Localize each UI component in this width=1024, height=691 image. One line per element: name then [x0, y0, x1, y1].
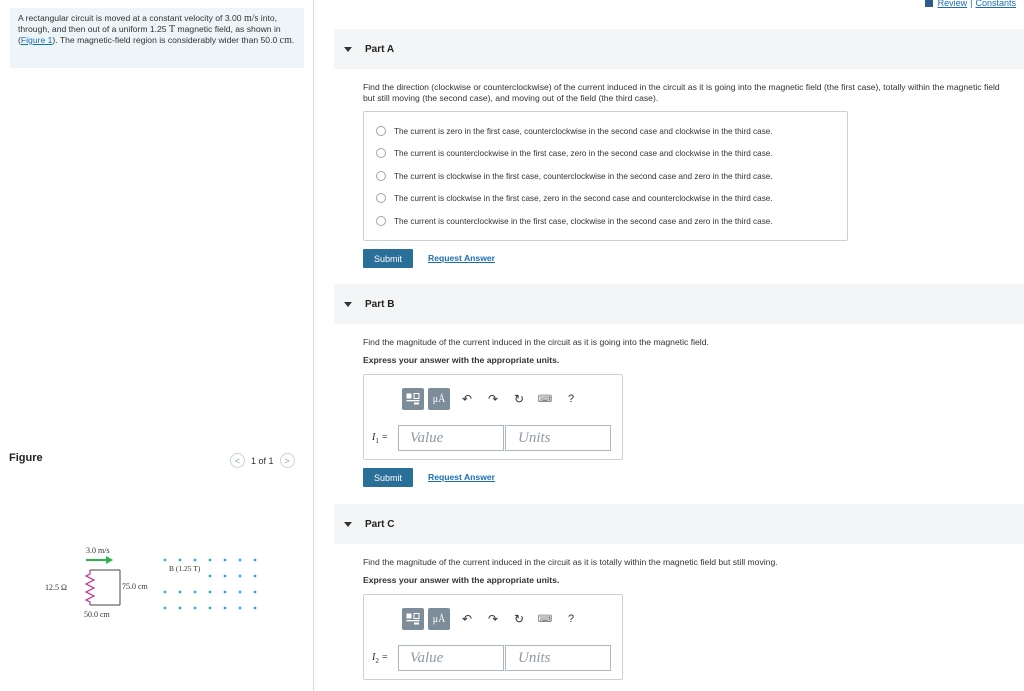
width-label: 50.0 cm: [84, 610, 110, 619]
part-a-submit-button[interactable]: Submit: [363, 249, 413, 268]
undo-icon[interactable]: ↶: [461, 612, 473, 626]
part-a-title: Part A: [365, 43, 395, 55]
keyboard-icon[interactable]: ⌨: [537, 393, 553, 405]
field-dot: [239, 591, 242, 594]
resistance-label: 12.5 Ω: [45, 583, 67, 592]
i1-value-input[interactable]: Value: [398, 425, 504, 451]
field-dot: [164, 559, 167, 562]
i1-label: $I_1$ =: [372, 432, 389, 445]
part-b-instruction: Express your answer with the appropriate units.: [363, 355, 560, 365]
field-dot: [254, 575, 257, 578]
review-icon: [925, 0, 933, 7]
field-dot: [239, 607, 242, 610]
radio-button[interactable]: [376, 193, 386, 203]
problem-text: into, through, and then out of a uniform 1.25: [18, 13, 278, 34]
field-label: B (1.25 T): [169, 564, 201, 573]
choice-option[interactable]: [376, 148, 773, 158]
radio-button[interactable]: [376, 171, 386, 181]
field-dot: [194, 591, 197, 594]
choice-label: The current is clockwise in the first case, counterclockwise in the second case and zero in the third case.: [394, 171, 773, 181]
problem-text: A rectangular circuit is moved at a constant velocity of 3.00: [18, 13, 244, 23]
template-button[interactable]: [402, 608, 424, 630]
choice-label: The current is counterclockwise in the first case, clockwise in the second case and zero in the third case.: [394, 216, 773, 226]
choice-option[interactable]: [376, 216, 773, 226]
field-dot: [194, 559, 197, 562]
keyboard-icon[interactable]: ⌨: [537, 613, 553, 625]
field-dot: [209, 575, 212, 578]
reset-icon[interactable]: ↻: [513, 392, 525, 406]
collapse-triangle-icon: [344, 522, 352, 527]
field-dot: [164, 607, 167, 610]
problem-text: magnetic field, as shown in (: [18, 24, 281, 45]
problem-text: .: [291, 35, 295, 45]
part-b-title: Part B: [365, 298, 395, 310]
part-a-request-answer-link[interactable]: Request Answer: [428, 253, 496, 263]
i1-units-input[interactable]: Units: [505, 425, 611, 451]
field-dot: [254, 607, 257, 610]
field-dot: [209, 607, 212, 610]
part-c-answer-box: [363, 594, 623, 680]
field-unit: T: [168, 24, 176, 35]
choice-option[interactable]: [376, 193, 773, 203]
constants-link[interactable]: Constants: [975, 0, 1016, 8]
problem-statement: [10, 8, 304, 68]
field-dot: [179, 591, 182, 594]
choice-label: The current is counterclockwise in the first case, zero in the second case and clockwise in the third case.: [394, 148, 773, 158]
math-toolbar: [402, 607, 584, 631]
field-dot: [254, 591, 257, 594]
problem-text: ). The magnetic-field region is considerably wider than 50.0: [52, 35, 280, 45]
choice-label: The current is zero in the first case, counterclockwise in the second case and clockwise in the third case.: [394, 126, 773, 136]
help-icon[interactable]: ?: [567, 393, 575, 405]
redo-icon[interactable]: ↷: [487, 392, 499, 406]
field-dot: [194, 607, 197, 610]
radio-button[interactable]: [376, 148, 386, 158]
part-b-submit-button[interactable]: Submit: [363, 468, 413, 487]
review-link[interactable]: Review: [937, 0, 968, 8]
part-a-choices: [363, 111, 848, 241]
template-icon: [406, 613, 420, 625]
field-dot: [179, 607, 182, 610]
i2-label: $I_2$ =: [372, 652, 389, 665]
next-figure-button[interactable]: >: [280, 453, 295, 468]
part-b-question: Find the magnitude of the current induced in the circuit as it is going into the magnetic field.: [363, 337, 709, 347]
velocity-arrow-head: [106, 556, 113, 564]
field-dot: [224, 559, 227, 562]
part-c-question: Find the magnitude of the current induced in the circuit as it is totally within the magnetic field but still moving.: [363, 557, 778, 567]
part-b-request-answer-link[interactable]: Request Answer: [428, 472, 496, 482]
velocity-unit: m/s: [243, 13, 259, 24]
velocity-label: 3.0 m/s: [86, 546, 110, 555]
link-separator: |: [970, 0, 973, 8]
part-a-header[interactable]: [334, 29, 1024, 69]
field-dot: [164, 591, 167, 594]
template-icon: [406, 393, 420, 405]
figure-heading: Figure: [9, 452, 43, 464]
part-b-answer-box: [363, 374, 623, 460]
part-c-instruction: Express your answer with the appropriate units.: [363, 575, 560, 585]
help-icon[interactable]: ?: [567, 613, 575, 625]
field-dot: [224, 575, 227, 578]
height-label: 75.0 cm: [122, 582, 148, 591]
part-b-header[interactable]: [334, 284, 1024, 324]
collapse-triangle-icon: [344, 47, 352, 52]
part-c-header[interactable]: [334, 504, 1024, 544]
choice-option[interactable]: [376, 126, 773, 136]
figure-count: 1 of 1: [251, 455, 274, 466]
field-dot: [224, 591, 227, 594]
right-pane: [334, 0, 1024, 691]
field-dot: [209, 559, 212, 562]
part-a-question: Find the direction (clockwise or counterclockwise) of the current induced in the circuit as it is going into the magnetic field (the first case), totally within the magnetic field but still moving (the second case), and moving out of the field (the third case).: [363, 82, 1000, 103]
left-pane: [0, 0, 314, 691]
units-button[interactable]: μÅ: [428, 388, 450, 410]
collapse-triangle-icon: [344, 302, 352, 307]
field-dot: [179, 559, 182, 562]
choice-label: The current is clockwise in the first case, zero in the second case and counterclockwise in the third case.: [394, 193, 773, 203]
reset-icon[interactable]: ↻: [513, 612, 525, 626]
math-toolbar: [402, 387, 584, 411]
figure-pager: [230, 453, 295, 468]
field-dot: [254, 559, 257, 562]
radio-button[interactable]: [376, 126, 386, 136]
resistor-zigzag: [86, 570, 94, 605]
radio-button[interactable]: [376, 216, 386, 226]
top-links: [925, 0, 1016, 8]
prev-figure-button[interactable]: <: [230, 453, 245, 468]
part-c-title: Part C: [365, 518, 395, 530]
units-button[interactable]: μÅ: [428, 608, 450, 630]
figure-link[interactable]: Figure 1: [20, 35, 53, 45]
field-dot: [239, 575, 242, 578]
field-dot: [209, 591, 212, 594]
circuit-figure: [40, 540, 280, 625]
i2-value-input[interactable]: Value: [398, 645, 504, 671]
field-dot: [239, 559, 242, 562]
redo-icon[interactable]: ↷: [487, 612, 499, 626]
undo-icon[interactable]: ↶: [461, 392, 473, 406]
choice-option[interactable]: [376, 171, 773, 181]
i2-units-input[interactable]: Units: [505, 645, 611, 671]
template-button[interactable]: [402, 388, 424, 410]
field-dot: [224, 607, 227, 610]
width-unit: cm: [279, 35, 292, 46]
